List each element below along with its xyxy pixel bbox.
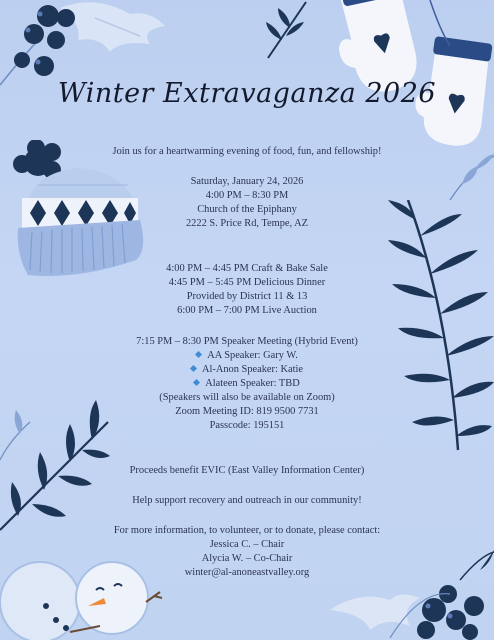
zoom-note: (Speakers will also be available on Zoom) [159,392,335,403]
event-venue: Church of the Epiphany [197,204,297,215]
event-time: 4:00 PM – 8:30 PM [205,190,289,201]
speaker-label: Al-Anon Speaker: Katie [202,364,303,375]
contact-chair: Jessica C. – Chair [209,539,285,550]
meeting-heading: 7:15 PM – 8:30 PM Speaker Meeting (Hybrid Event) [136,336,358,347]
schedule-item: 4:45 PM – 5:45 PM Delicious Dinner [168,277,326,288]
contact-email[interactable]: winter@al-anoneastvalley.org [184,567,310,578]
bullet-icon [193,379,200,386]
bullet-icon [190,365,197,372]
speaker-item [0,363,494,376]
speaker-label: AA Speaker: Gary W. [207,350,298,361]
speaker-item [0,377,494,390]
schedule-item: Provided by District 11 & 13 [186,291,308,302]
zoom-passcode: Passcode: 195151 [209,420,285,431]
support-text: Help support recovery and outreach in our community! [132,495,362,506]
proceeds-text: Proceeds benefit EVIC (East Valley Information Center) [129,465,365,476]
event-address: 2222 S. Price Rd, Tempe, AZ [185,218,309,229]
event-date: Saturday, January 24, 2026 [190,176,304,187]
flyer-title: Winter Extravaganza 2026 [57,78,437,109]
intro-text: Join us for a heartwarming evening of food, fun, and fellowship! [112,146,382,157]
contact-heading: For more information, to volunteer, or to donate, please contact: [113,525,381,536]
bullet-icon [195,351,202,358]
speaker-label: Alateen Speaker: TBD [205,378,300,389]
zoom-meeting-id: Zoom Meeting ID: 819 9500 7731 [175,406,319,417]
speaker-item [0,349,494,362]
contact-cochair: Alycia W. – Co-Chair [201,553,293,564]
schedule-item: 4:00 PM – 4:45 PM Craft & Bake Sale [166,263,328,274]
schedule-item: 6:00 PM – 7:00 PM Live Auction [177,305,317,316]
